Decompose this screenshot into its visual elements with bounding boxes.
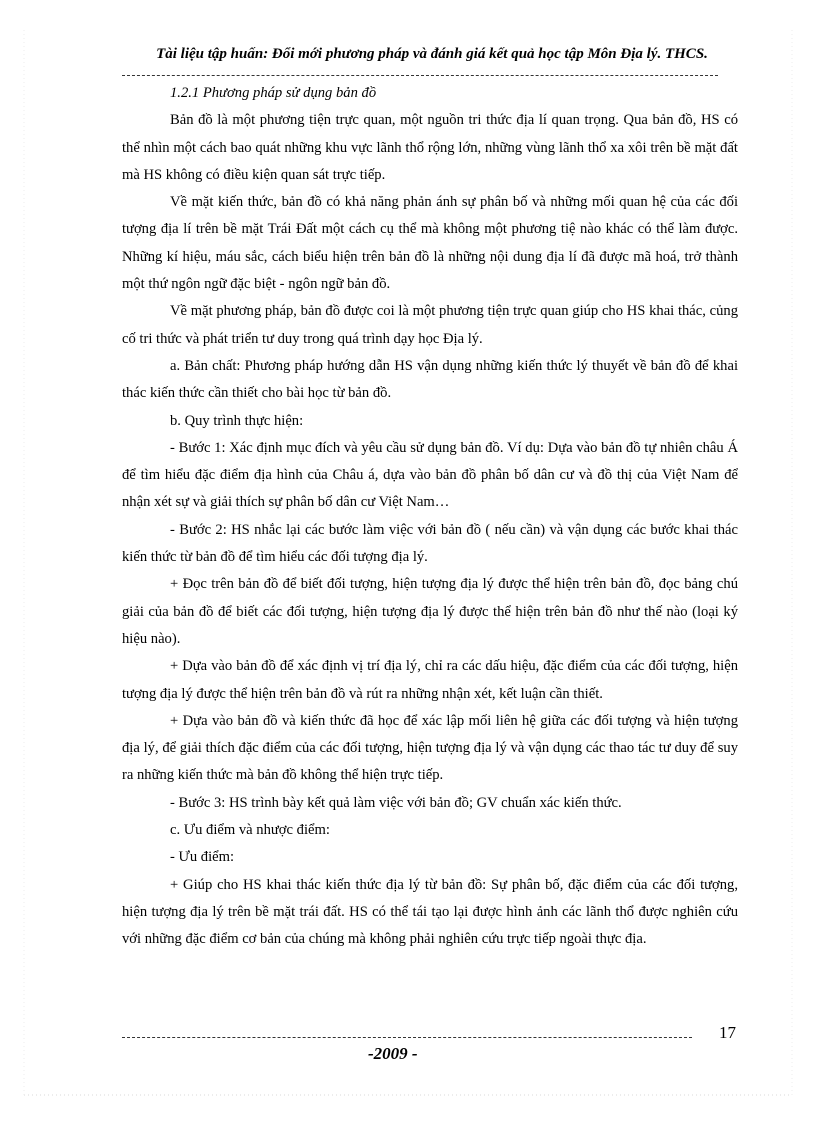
document-body (122, 80, 738, 954)
paragraph: + Đọc trên bản đồ để biết đối tượng, hiện tượng địa lý được thể hiện trên bản đồ, đọc bảng chú giải của bản đồ để biết các đối tượng, hiện tượng địa lý được thể hiện trên bản đồ như thế nào (loại ký hiệu nào). (122, 576, 738, 647)
paragraph: Về mặt kiến thức, bản đồ có khả năng phản ánh sự phân bố và những mối quan hệ của các đối tượng địa lí trên bề mặt Trái Đất một cách cụ thể mà không một phương tiệ nào khác có thể làm được. Những kí hiệu, máu sắc, cách biểu hiện trên bản đồ là những nội dung địa lí đã được mã hoá, trở thành một thứ ngôn ngữ đặc biệt - ngôn ngữ bản đồ. (122, 194, 738, 293)
footer-divider (122, 1037, 692, 1038)
paragraph: + Dựa vào bản đồ và kiến thức đã học để xác lập mối liên hệ giữa các đối tượng và hiện tượng địa lý, để giải thích đặc điểm của các đối tượng, hiện tượng địa lý và vận dụng các thao tác tư duy để suy ra những kiến thức mà bản đồ không thể hiện trực tiếp. (122, 712, 738, 784)
footer-year: -2009 - (368, 1044, 418, 1063)
page-number: 17 (719, 1023, 736, 1042)
paragraph: - Bước 2: HS nhắc lại các bước làm việc với bản đồ ( nếu cần) và vận dụng các bước khai thác kiến thức từ bản đồ để tìm hiểu các đối tượng địa lý. (122, 521, 738, 566)
paragraph: a. Bản chất: Phương pháp hướng dẫn HS vận dụng những kiến thức lý thuyết về bản đồ để khai thác kiến thức cần thiết cho bài học từ bản đồ. (122, 357, 738, 402)
paragraph: b. Quy trình thực hiện: (170, 412, 304, 429)
paragraph: Bản đồ là một phương tiện trực quan, một nguồn tri thức địa lí quan trọng. Qua bản đồ, HS có thể nhìn một cách bao quát những khu vực lãnh thổ rộng lớn, những vùng lãnh thổ xa xôi trên bề mặt đất mà HS không có điều kiện quan sát trực tiếp. (122, 112, 738, 183)
page-header: Tài liệu tập huấn: Đổi mới phương pháp và đánh giá kết quả học tập Môn Địa lý. THCS. (156, 46, 708, 62)
paragraph: - Bước 1: Xác định mục đích và yêu cầu sử dụng bản đồ. Ví dụ: Dựa vào bản đồ tự nhiên châu Á để tìm hiểu đặc điểm địa hình của Châu á, dựa vào bản đồ phân bố dân cư và đồ thị của Việt Nam để nhận xét sự và giải thích sự phân bố dân cư Việt Nam… (122, 439, 738, 511)
paragraph: - Bước 3: HS trình bày kết quả làm việc với bản đồ; GV chuẩn xác kiến thức. (170, 794, 622, 811)
paragraph: c. Ưu điểm và nhược điểm: (170, 822, 330, 839)
paragraph: + Giúp cho HS khai thác kiến thức địa lý từ bản đồ: Sự phân bố, đặc điểm của các đối tượng, hiện tượng địa lý trên bề mặt trái đất. HS có thể tái tạo lại được hình ảnh các lãnh thổ được nghiên cứu với những đặc điểm cơ bản của chúng mà không phải nghiên cứu trực tiếp ngoài thực địa. (122, 876, 738, 948)
paragraph: - Ưu điểm: (170, 849, 235, 866)
paragraph: + Dựa vào bản đồ để xác định vị trí địa lý, chỉ ra các dấu hiệu, đặc điểm của các đối tượng, hiện tượng địa lý được thể hiện trên bản đồ và rút ra những nhận xét, kết luận cần thiết. (122, 658, 738, 702)
section-title: 1.2.1 Phương pháp sử dụng bản đồ (170, 85, 377, 101)
paragraph: Về mặt phương pháp, bản đồ được coi là một phương tiện trực quan giúp cho HS khai thác, củng cố tri thức và phát triển tư duy trong quá trình dạy học Địa lý. (122, 303, 738, 347)
header-divider (122, 75, 718, 76)
